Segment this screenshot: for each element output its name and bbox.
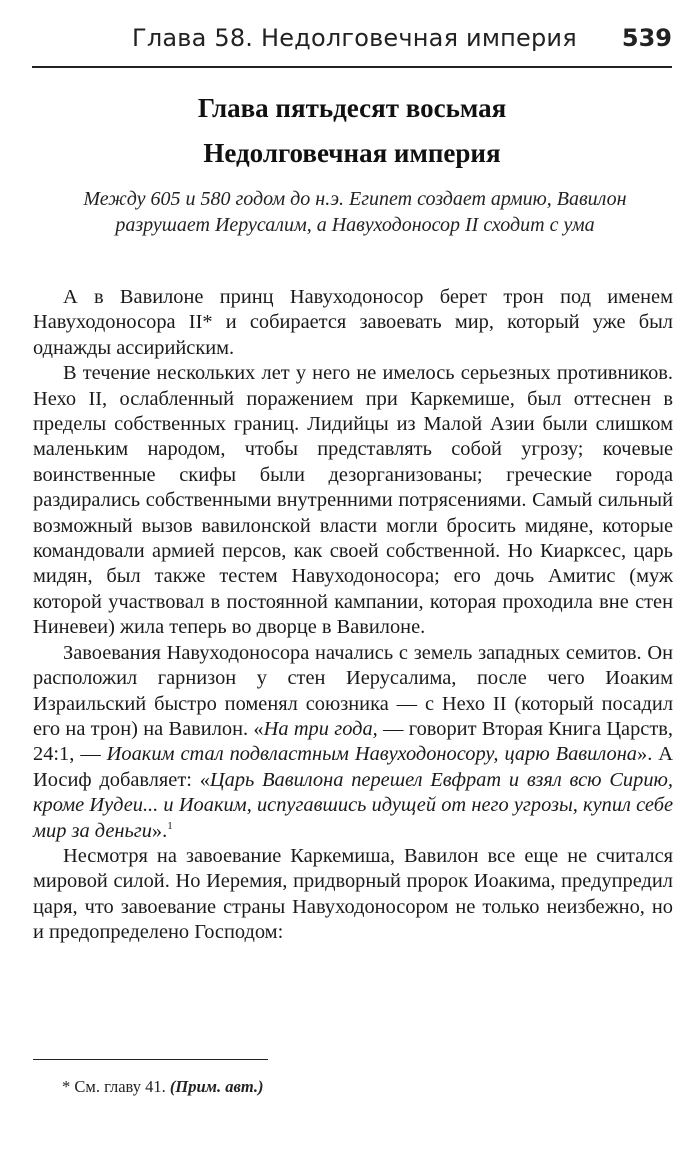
chapter-number: Глава пятьдесят восьмая xyxy=(197,93,507,123)
chapter-title: Недолговечная империя xyxy=(203,138,501,168)
paragraph-3-text-a: Завоевания Навуходоносора начались с земель западных семитов. Он расположил гарнизон у стен Иерусалима, после чего Иоаким Израильский быстро поменял союзника — с Нехо II (который посадил его на трон) на Вавилон. « xyxy=(33,641,673,740)
chapter-heading xyxy=(32,86,672,176)
quote-josephus: Царь Вавилона перешел Евфрат и взял всю Сирию, кроме Иудеи... и Иоаким, испугавшись идущей от него угрозы, купил себе мир за деньги xyxy=(33,768,673,842)
footnote-text: * См. главу 41. xyxy=(62,1077,170,1096)
quote-kings: На три года, xyxy=(263,717,378,740)
footnote-note: (Прим. авт.) xyxy=(169,1077,264,1096)
footnote xyxy=(62,1077,622,1097)
paragraph-2: В течение нескольких лет у него не имелось серьезных противников. Нехо II, ослабленный поражением при Каркемише, был оттеснен в пределы собственных границ. Лидийцы из Малой Азии были слишком маленьким народом, чтобы представлять собой угрозу; кочевые воинственные скифы были дезорганизованы; греческие города раздирались собственными внутренними потрясениями. Самый сильный возможный вызов вавилонской власти могли бросить мидяне, которые командовали армией персов, как своей собственной. Но Киарксес, царь мидян, был также тестем Навуходоносора; его дочь Амитис (муж которой участвовал в постоянной кампании, которая проходила вне стен Ниневеи) жила теперь во дворце в Вавилоне. xyxy=(33,362,673,639)
running-title: Глава 58. Недолговечная империя xyxy=(132,24,577,52)
paragraph-4: Несмотря на завоевание Каркемиша, Вавилон все еще не считался мировой силой. Но Иеремия, придворный пророк Иоакима, предупредил царя, что завоевание страны Навуходоносором не только неизбежно, но и предопределено Господом: xyxy=(33,844,673,944)
footnote-rule xyxy=(33,1059,268,1060)
paragraph-3-text-b: — говорит Вторая Книга Царств, 24:1, — xyxy=(33,717,673,766)
paragraph-3 xyxy=(33,641,673,844)
body-text xyxy=(33,285,673,946)
quote-kings-2: Иоаким стал подвластным Навуходоносору, царю Вавилона xyxy=(106,743,638,766)
paragraph-3-text-c: ». А Иосиф добавляет: « xyxy=(33,743,673,791)
chapter-subtitle: Между 605 и 580 годом до н.э. Египет создает армию, Вавилон разрушает Иерусалим, а Навуходоносор II сходит с ума xyxy=(83,188,627,236)
page-number: 539 xyxy=(621,24,672,52)
running-head xyxy=(32,18,672,62)
header-rule xyxy=(32,66,672,68)
paragraph-3-text-d: ». xyxy=(151,819,168,842)
paragraph-1: А в Вавилоне принц Навуходоносор берет трон под именем Навуходоносора II* и собирается завоевать мир, который уже был однажды ассирийским. xyxy=(33,286,673,359)
footnote-ref[interactable]: 1 xyxy=(167,819,173,832)
